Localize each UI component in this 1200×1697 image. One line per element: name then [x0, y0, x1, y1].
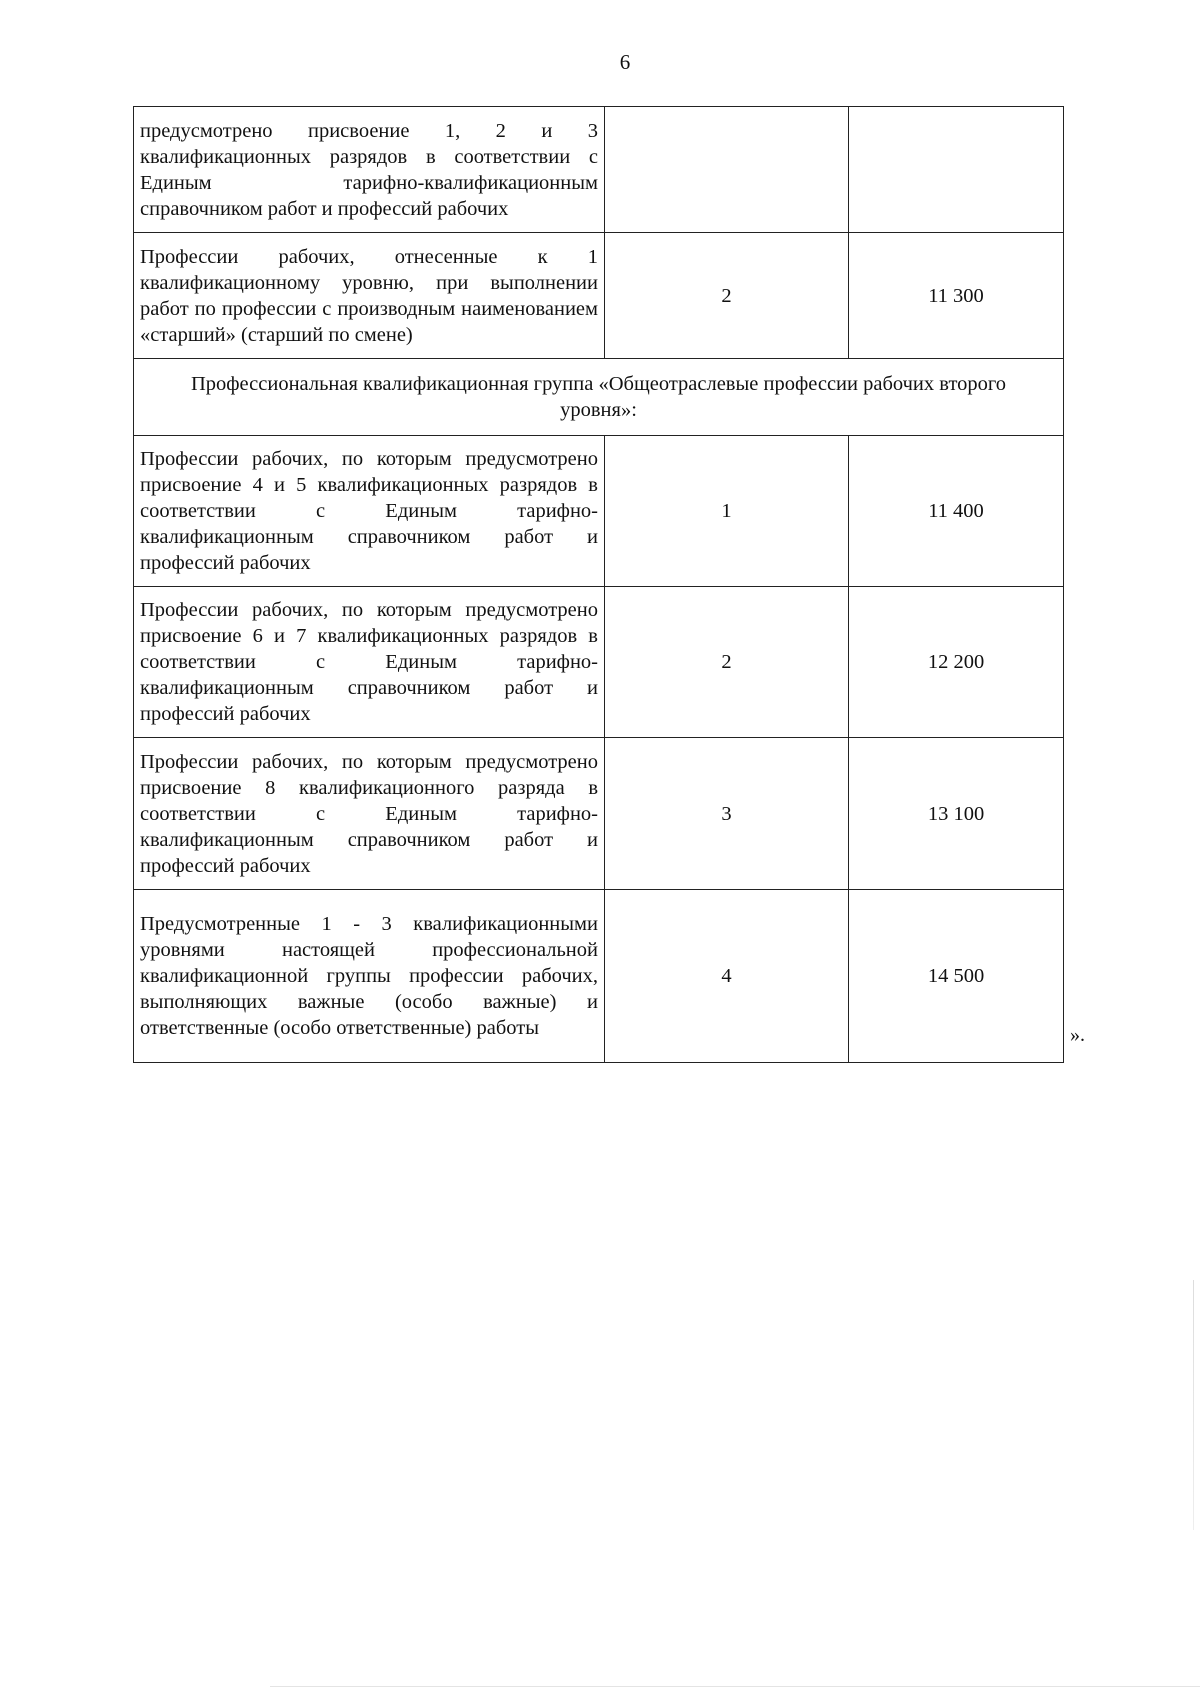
qualification-level: 2 [605, 233, 849, 359]
qualification-level [605, 107, 849, 233]
salary-amount: 12 200 [849, 587, 1064, 738]
salary-amount: 13 100 [849, 738, 1064, 890]
profession-description: Предусмотренные 1 - 3 квалификационными уровнями настоящей профессиональной квалификационной группы профессии рабочих, выполняющих важные (особо важные) и ответственные (особо ответственные) работы [134, 890, 605, 1063]
table-row [134, 587, 1064, 738]
salary-table [133, 106, 1064, 1063]
profession-description: Профессии рабочих, по которым предусмотрено присвоение 8 квалификационного разряда в соответствии с Единым тарифно-квалификационным справочником работ и профессий рабочих [134, 738, 605, 890]
qualification-level: 2 [605, 587, 849, 738]
profession-description: предусмотрено присвоение 1, 2 и 3 квалификационных разрядов в соответствии с Единым тарифно-квалификационным справочником работ и профессий рабочих [134, 107, 605, 233]
salary-amount: 14 500 [849, 890, 1064, 1063]
table-row [134, 436, 1064, 587]
profession-description: Профессии рабочих, по которым предусмотрено присвоение 4 и 5 квалификационных разрядов в соответствии с Единым тарифно-квалификационным справочником работ и профессий рабочих [134, 436, 605, 587]
qualification-level: 3 [605, 738, 849, 890]
salary-amount: 11 300 [849, 233, 1064, 359]
closing-quote: ». [1070, 1024, 1085, 1046]
profession-description: Профессии рабочих, по которым предусмотрено присвоение 6 и 7 квалификационных разрядов в соответствии с Единым тарифно-квалификационным справочником работ и профессий рабочих [134, 587, 605, 738]
salary-amount: 11 400 [849, 436, 1064, 587]
qualification-level: 1 [605, 436, 849, 587]
profession-description: Профессии рабочих, отнесенные к 1 квалификационному уровню, при выполнении работ по профессии с производным наименованием «старший» (старший по смене) [134, 233, 605, 359]
qualification-group-heading: Профессиональная квалификационная группа «Общеотраслевые профессии рабочих второго уровня»: [134, 359, 1064, 436]
salary-table-wrapper [133, 106, 1063, 1063]
page-number: 6 [619, 50, 631, 74]
table-row [134, 233, 1064, 359]
group-header-row [134, 359, 1064, 436]
scan-edge-mark [1193, 1280, 1194, 1530]
table-row [134, 890, 1064, 1063]
qualification-level: 4 [605, 890, 849, 1063]
table-row [134, 107, 1064, 233]
salary-amount [849, 107, 1064, 233]
scan-bottom-edge [270, 1686, 1200, 1687]
table-row [134, 738, 1064, 890]
